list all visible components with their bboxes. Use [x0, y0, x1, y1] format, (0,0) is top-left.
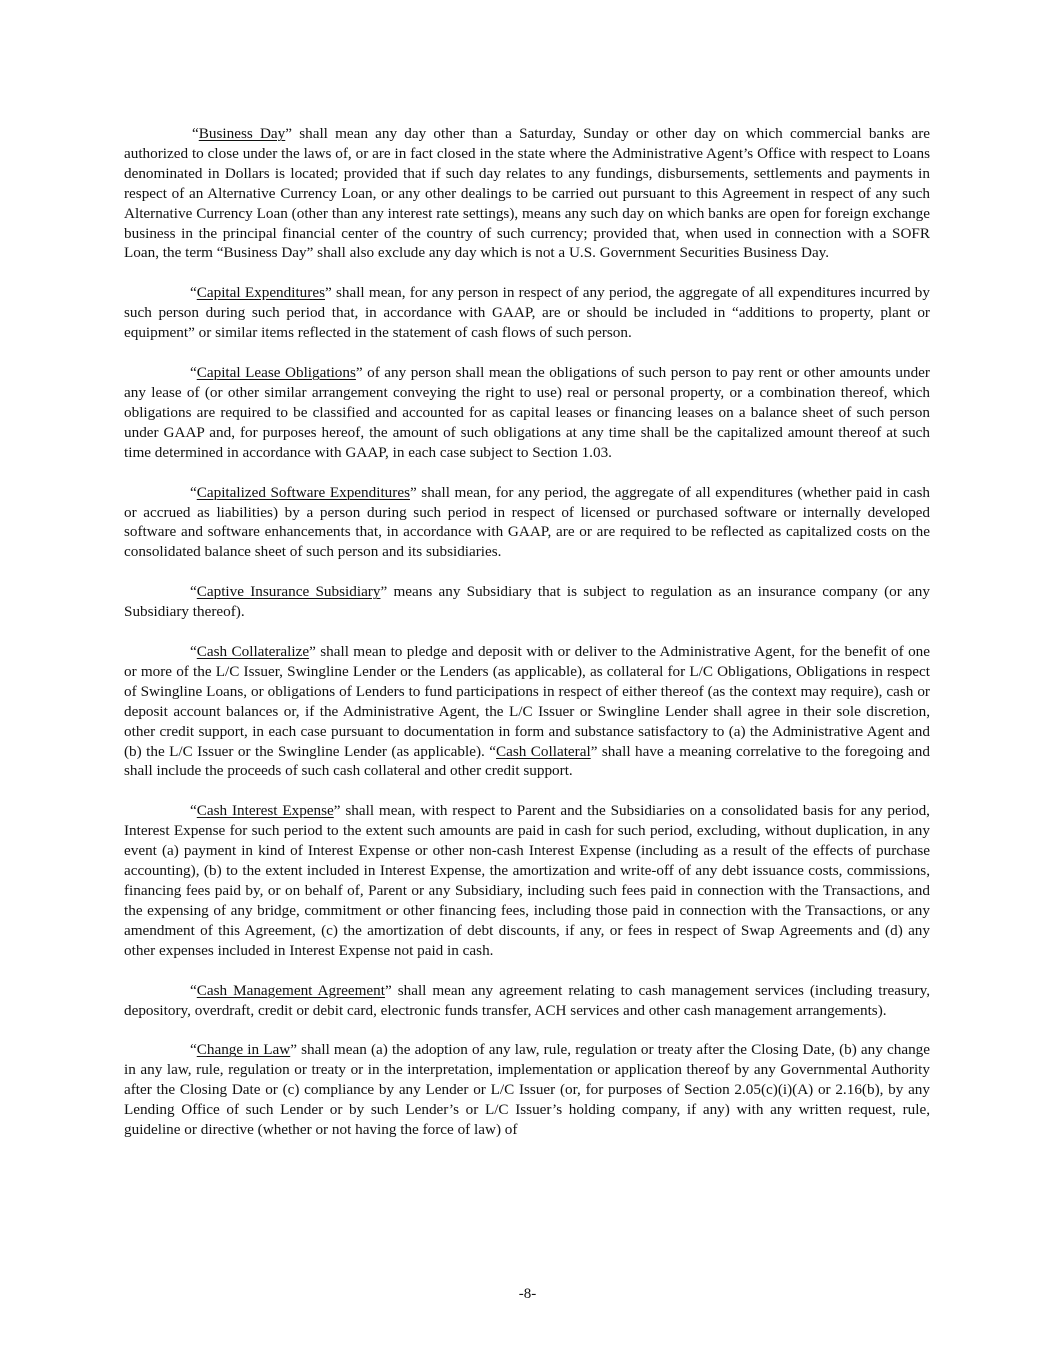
defined-term: Cash Management Agreement [196, 981, 385, 999]
defined-term: Capital Lease Obligations [196, 364, 356, 382]
definition-text: ” shall mean to pledge and deposit with or deliver to the Administrative Agent, for the benefit of one or more of the L/C Issuer, Swingline Lender or the Lenders (as applicable), as collateral for L/C Obligations, Obligations in respect of Swingline Loans, or obligations of Lenders to fund participations in respect of either thereof (as the context may require), cash or deposit account balances or, if the Administrative Agent, the L/C Issuer or Swingline Lender shall agree in their sole discretion, other credit support, in each case pursuant to documentation in form and substance satisfactory to (a) the Administrative Agent and (b) the L/C Issuer or the Swingline Lender (as applicable). “ [124, 643, 931, 760]
defined-term: Business Day [198, 125, 286, 142]
defined-term: Captive Insurance Subsidiary [196, 583, 381, 601]
defined-term-cash-collateral: Cash Collateral [496, 742, 591, 760]
definition-change-in-law: “Change in Law” shall mean (a) the adoption of any law, rule, regulation or treaty after the Closing Date, (b) any change in any law, rule, regulation or treaty or in the interpretation, implementation or application thereof by any Governmental Authority after the Closing Date or (c) compliance by any Lender or L/C Issuer (or, for purposes of Section 2.05(c)(i)(A) or 2.16(b), by any Lending Office of such Lender or by such Lender’s or L/C Issuer’s holding company, if any) with any written request, rule, guideline or directive (whether or not having the force of law) of [124, 1041, 930, 1139]
defined-term: Cash Interest Expense [196, 802, 334, 820]
definition-text: ” shall mean any day other than a Saturday, Sunday or other day on which commercial banks are authorized to close under the laws of, or are in fact closed in the state where the Administrative Agent’s Office with respect to Loans denominated in Dollars is located; provided that if such day relates to any fundings, disbursements, settlements and payments in respect of an Alternative Currency Loan, or any other dealings to be carried out pursuant to this Agreement in respect of any such Alternative Currency Loan (other than any interest rate settings), means any such day on which banks are open for foreign exchange business in the principal financial center of the country of such currency; provided that, when used in connection with a SOFR Loan, the term “Business Day” shall also exclude any day which is not a U.S. Government Securities Business Day. [124, 125, 930, 262]
definition-cash-collateralize: “Cash Collateralize” shall mean to pledge and deposit with or deliver to the Administrative Agent, for the benefit of one or more of the L/C Issuer, Swingline Lender or the Lenders (as applicable), as collateral for L/C Obligations, Obligations in respect of Swingline Loans, or obligations of Lenders to fund participations in respect of either thereof (as the context may require), cash or deposit account balances or, if the Administrative Agent, the L/C Issuer or Swingline Lender shall agree in their sole discretion, other credit support, in each case pursuant to documentation in form and substance satisfactory to (a) the Administrative Agent and (b) the L/C Issuer or the Swingline Lender (as applicable). “Cash Collateral” shall have a meaning correlative to the foregoing and shall include the proceeds of such cash collateral and other credit support. [124, 643, 931, 780]
definitions-section [124, 124, 930, 1160]
definition-cash-management-agreement: “Cash Management Agreement” shall mean any agreement relating to cash management services (including treasury, depository, overdraft, credit or debit card, electronic funds transfer, ACH services and other cash management arrangements). [124, 981, 930, 1019]
definition-text: ” shall have a meaning correlative to the foregoing and shall include the proceeds of such cash collateral and other credit support. [124, 742, 930, 780]
definition-text: ” means any Subsidiary that is subject to regulation as an insurance company (or any Subsidiary thereof). [124, 583, 930, 621]
defined-term: Capitalized Software Expenditures [196, 483, 410, 501]
definition-text: ” of any person shall mean the obligations of such person to pay rent or other amounts under any lease of (or other similar arrangement conveying the right to use) real or personal property, or a combination thereof, which obligations are required to be classified and accounted for as capital leases or financing leases on a balance sheet of such person under GAAP and, for purposes hereof, the amount of such obligations at any time shall be the capitalized amount thereof at such time determined in accordance with GAAP, in each case subject to Section 1.03. [124, 364, 930, 461]
definition-text: ” shall mean, with respect to Parent and the Subsidiaries on a consolidated basis for any period, Interest Expense for such period to the extent such amounts are paid in cash for such period, excluding, without duplication, in any event (a) payment in kind of Interest Expense or other non-cash Interest Expense (including as a result of the effects of purchase accounting), (b) to the extent included in Interest Expense, the amortization and write-off of any debt issuance costs, commissions, financing fees paid by, or on behalf of, Parent or any Subsidiary, including such fees paid in connection with the Transactions, and the expensing of any bridge, commitment or other financing fees, including those paid in connection with the Transactions, or any amendment of this Agreement, (c) the amortization of debt discounts, if any, or fees in respect of Swap Agreements and (d) any other expenses included in Interest Expense not paid in cash. [124, 802, 930, 959]
definition-cash-interest-expense: “Cash Interest Expense” shall mean, with respect to Parent and the Subsidiaries on a consolidated basis for any period, Interest Expense for such period to the extent such amounts are paid in cash for such period, excluding, without duplication, in any event (a) payment in kind of Interest Expense or other non-cash Interest Expense (including as a result of the effects of purchase accounting), (b) to the extent included in Interest Expense, the amortization and write-off of any debt issuance costs, commissions, financing fees paid by, or on behalf of, Parent or any Subsidiary, including such fees paid in connection with the Transactions, and the expensing of any bridge, commitment or other financing fees, including those paid in connection with the Transactions, or any amendment of this Agreement, (c) the amortization of debt discounts, if any, or fees in respect of Swap Agreements and (d) any other expenses included in Interest Expense not paid in cash. [124, 802, 930, 959]
definition-text: ” shall mean (a) the adoption of any law, rule, regulation or treaty after the Closing Date, (b) any change in any law, rule, regulation or treaty or in the interpretation, implementation or application thereof by any Governmental Authority after the Closing Date or (c) compliance by any Lender or L/C Issuer (or, for purposes of Section 2.05(c)(i)(A) or 2.16(b), by any Lending Office of such Lender or by such Lender’s or L/C Issuer’s holding company, if any) with any written request, rule, guideline or directive (whether or not having the force of law) of [124, 1041, 930, 1139]
defined-term: Cash Collateralize [196, 643, 310, 661]
defined-term: Capital Expenditures [196, 284, 325, 302]
definition-business-day: “Business Day” shall mean any day other than a Saturday, Sunday or other day on which commercial banks are authorized to close under the laws of, or are in fact closed in the state where the Administrative Agent’s Office with respect to Loans denominated in Dollars is located; provided that if such day relates to any fundings, disbursements, settlements and payments in respect of an Alternative Currency Loan, or any other dealings to be carried out pursuant to this Agreement in respect of any such Alternative Currency Loan (other than any interest rate settings), means any such day on which banks are open for foreign exchange business in the principal financial center of the country of such currency; provided that, when used in connection with a SOFR Loan, the term “Business Day” shall also exclude any day which is not a U.S. Government Securities Business Day. [124, 125, 930, 262]
definition-text: ” shall mean, for any period, the aggregate of all expenditures (whether paid in cash or accrued as liabilities) by a person during such period in respect of licensed or purchased software or internally developed software and software enhancements that, in accordance with GAAP, are or are required to be reflected as capitalized costs on the consolidated balance sheet of such person and its subsidiaries. [124, 483, 930, 561]
definition-captive-insurance-subsidiary: “Captive Insurance Subsidiary” means any Subsidiary that is subject to regulation as an insurance company (or any Subsidiary thereof). [124, 583, 930, 621]
definition-text: ” shall mean, for any person in respect of any period, the aggregate of all expenditures incurred by such person during such period that, in accordance with GAAP, are or should be included in “additions to property, plant or equipment” or similar items reflected in the statement of cash flows of such person. [124, 284, 930, 342]
defined-term: Change in Law [196, 1041, 291, 1059]
definition-text: ” shall mean any agreement relating to cash management services (including treasury, depository, overdraft, credit or debit card, electronic funds transfer, ACH services and other cash management arrangements). [124, 981, 930, 1019]
definition-capital-lease-obligations: “Capital Lease Obligations” of any person shall mean the obligations of such person to pay rent or other amounts under any lease of (or other similar arrangement conveying the right to use) real or personal property, or a combination thereof, which obligations are required to be classified and accounted for as capital leases or financing leases on a balance sheet of such person under GAAP and, for purposes hereof, the amount of such obligations at any time shall be the capitalized amount thereof at such time determined in accordance with GAAP, in each case subject to Section 1.03. [124, 364, 930, 461]
page-number: -8- [518, 1286, 537, 1302]
definition-capitalized-software-expenditures: “Capitalized Software Expenditures” shall mean, for any period, the aggregate of all expenditures (whether paid in cash or accrued as liabilities) by a person during such period in respect of licensed or purchased software or internally developed software and software enhancements that, in accordance with GAAP, are or are required to be reflected as capitalized costs on the consolidated balance sheet of such person and its subsidiaries. [124, 483, 930, 561]
definition-capital-expenditures: “Capital Expenditures” shall mean, for any person in respect of any period, the aggregate of all expenditures incurred by such person during such period that, in accordance with GAAP, are or should be included in “additions to property, plant or equipment” or similar items reflected in the statement of cash flows of such person. [124, 284, 930, 342]
